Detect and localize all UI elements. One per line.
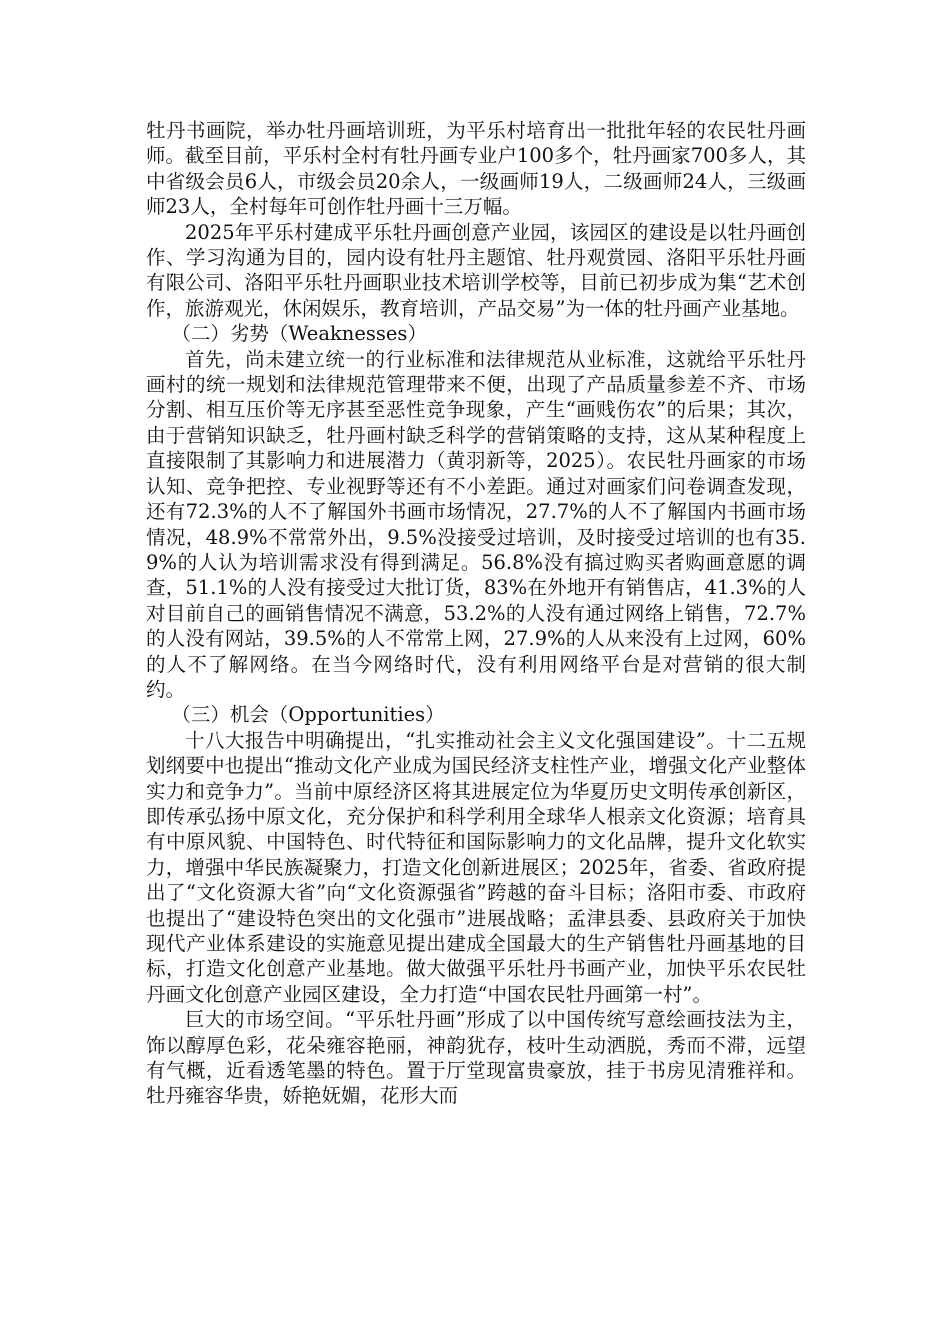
body-paragraph: 牡丹书画院，举办牡丹画培训班，为平乐村培育出一批批年轻的农民牡丹画师。截至目前，平乐村全村有牡丹画专业户100多个，牡丹画家700多人，其中省级会员6人，市级会员20余人，一级画师19人，二级画师24人，三级画师23人，全村每年可创作牡丹画十三万幅。 bbox=[146, 119, 806, 219]
section-heading-weaknesses: （二）劣势（Weaknesses） bbox=[171, 322, 427, 346]
section-heading-opportunities: （三）机会（Opportunities） bbox=[171, 703, 445, 727]
body-paragraph: 首先，尚未建立统一的行业标准和法律规范从业标准，这就给平乐牡丹画村的统一规划和法律规范管理带来不便，出现了产品质量参差不齐、市场分割、相互压价等无序甚至恶性竞争现象，产生“画贱伤农”的后果；其次，由于营销知识缺乏，牡丹画村缺乏科学的营销策略的支持，这从某种程度上直接限制了其影响力和进展潜力（黄羽新等，2025）。农民牡丹画家的市场认知、竞争把控、专业视野等还有不小差距。通过对画家们问卷调查发现，还有72.3%的人不了解国外书画市场情况，27.7%的人不了解国内书画市场情况，48.9%不常常外出，9.5%没接受过培训，及时接受过培训的也有35.9%的人认为培训需求没有得到满足。56.8%没有搞过购买者购画意愿的调查，51.1%的人没有接受过大批订货，83%在外地开有销售店，41.3%的人对目前自己的画销售情况不满意，53.2%的人没有通过网络上销售，72.7%的人没有网站，39.5%的人不常常上网，27.9%的人从来没有上过网，60%的人不了解网络。在当今网络时代，没有利用网络平台是对营销的很大制约。 bbox=[146, 347, 806, 701]
body-paragraph: 十八大报告中明确提出，“扎实推动社会主义文化强国建设”。十二五规划纲要中也提出“推动文化产业成为国民经济支柱性产业，增强文化产业整体实力和竞争力”。当前中原经济区将其进展定位为华夏历史文明传承创新区，即传承弘扬中原文化，充分保护和科学利用全球华人根亲文化资源；培育具有中原风貌、中国特色、时代特征和国际影响力的文化品牌，提升文化软实力，增强中华民族凝聚力，打造文化创新进展区；2025年，省委、省政府提出了“文化资源大省”向“文化资源强省”跨越的奋斗目标；洛阳市委、市政府也提出了“建设特色突出的文化强市”进展战略；孟津县委、县政府关于加快现代产业体系建设的实施意见提出建成全国最大的生产销售牡丹画基地的目标，打造文化创意产业基地。做大做强平乐牡丹书画产业，加快平乐农民牡丹画文化创意产业园区建设，全力打造“中国农民牡丹画第一村”。 bbox=[146, 728, 806, 1006]
body-paragraph: 巨大的市场空间。“平乐牡丹画”形成了以中国传统写意绘画技法为主，饰以醇厚色彩，花朵雍容艳丽，神韵犹存，枝叶生动洒脱，秀而不滞，远望有气概，近看透笔墨的特色。置于厅堂现富贵豪放，挂于书房见清雅祥和。牡丹雍容华贵，娇艳妩媚，花形大而 bbox=[146, 1008, 806, 1108]
body-paragraph: 2025年平乐村建成平乐牡丹画创意产业园，该园区的建设是以牡丹画创作、学习沟通为目的，园内设有牡丹主题馆、牡丹观赏园、洛阳平乐牡丹画有限公司、洛阳平乐牡丹画职业技术培训学校等，目前已初步成为集“艺术创作，旅游观光，休闲娱乐，教育培训，产品交易”为一体的牡丹画产业基地。 bbox=[146, 220, 806, 320]
document-page bbox=[146, 118, 806, 1109]
